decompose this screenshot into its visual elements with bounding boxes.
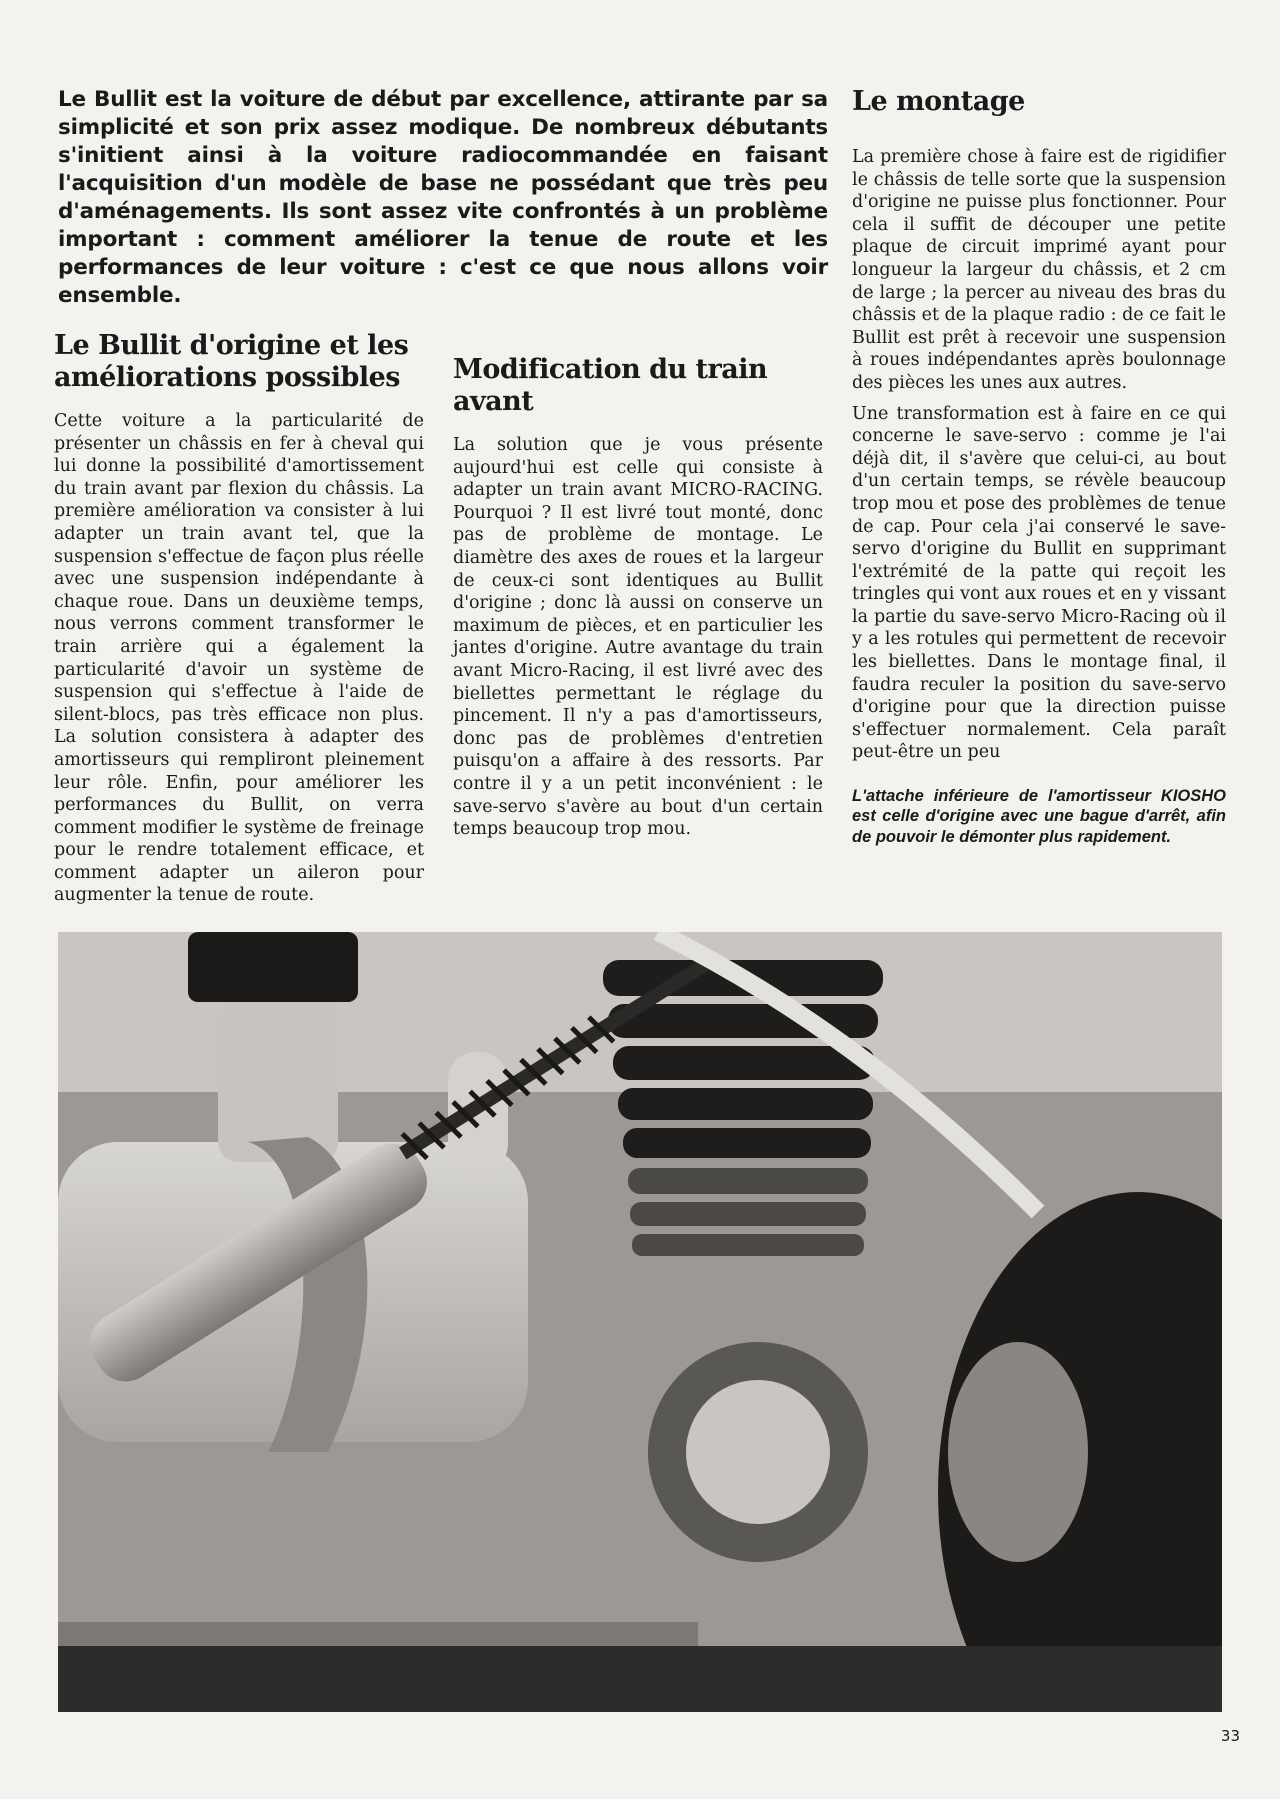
photo-caption: L'attache inférieure de l'amortisseur KIOSHO est celle d'origine avec une bague d'arrêt, afin de pouvoir le démonter plus rapidement.: [852, 787, 1226, 846]
section-heading-bullit-origine: Le Bullit d'origine et les améliorations possibles: [54, 330, 409, 393]
section-heading-modification: Modification du train avant: [453, 354, 768, 417]
page-number: 33: [1220, 1727, 1240, 1745]
section-heading-montage: Le montage: [852, 86, 1025, 117]
column-3: [852, 86, 1226, 855]
section-paragraph: Une transformation est à faire en ce qui concerne le save-servo : comme je l'ai déjà dit, il s'avère que celui-ci, au bout d'un certain temps, se révèle beaucoup trop mou et pose des problèmes de tenue de cap. Pour cela j'ai conservé le save-servo d'origine du Bullit en supprimant l'extrémité de la patte qui reçoit les tringles qui vont aux roues et en y vissant la partie du save-servo Micro-Racing où il y a les rotules qui permettent de recevoir les biellettes. Dans le montage final, il faudra reculer la position du save-servo d'origine pour que la direction puisse s'effectuer normalement. Cela paraît peut-être un peu: [852, 403, 1226, 763]
section-paragraph: La première chose à faire est de rigidifier le châssis de telle sorte que la suspension d'origine ne puisse plus fonctionner. Pour cela il suffit de découper une petite plaque de circuit imprimé ayant pour longueur la largeur du châssis, et 2 cm de large ; la percer au niveau des bras du châssis et de la plaque radio : de ce fait le Bullit est prêt à recevoir une suspension à roues indépendantes après boulonnage des pièces les unes aux autres.: [852, 147, 1226, 393]
intro-paragraph: Le Bullit est la voiture de début par excellence, attirante par sa simplicité et son prix assez modique. De nombreux débutants s'initient ainsi à la voiture radiocommandée en faisant l'acquisition d'un modèle de base ne possédant que très peu d'aménagements. Ils sont assez vite confrontés à un problème important : comment améliorer la tenue de route et les performances de leur voiture : c'est ce que nous allons voir ensemble.: [58, 87, 828, 308]
column-2: [453, 330, 823, 849]
photo-illustration: [58, 932, 1222, 1712]
photo-engine-closeup: [58, 932, 1222, 1712]
column-1: [54, 330, 424, 915]
section-paragraph: Cette voiture a la particularité de présenter un châssis en fer à cheval qui lui donne la possibilité d'amortissement du train avant par flexion du châssis. La première amélioration va consister à lui adapter un train avant tel, que la suspension s'effectue de façon plus réelle avec une suspension indépendante à chaque roue. Dans un deuxième temps, nous verrons comment transformer le train arrière qui a également la particularité d'avoir un système de suspension qui s'effectue à l'aide de silent-blocs, pas très efficace non plus. La solution consistera à adapter des amortisseurs qui rempliront pleinement leur rôle. Enfin, pour améliorer les performances du Bullit, on verra comment modifier le système de freinage pour le rendre totalement efficace, et comment adapter un aileron pour augmenter la tenue de route.: [54, 411, 424, 906]
section-paragraph: La solution que je vous présente aujourd'hui est celle qui consiste à adapter un train avant MICRO-RACING. Pourquoi ? Il est livré tout monté, donc pas de problème de montage. Le diamètre des axes de roues et la largeur de ceux-ci sont identiques au Bullit d'origine ; donc là aussi on conserve un maximum de pièces, et en particulier les jantes d'origine. Autre avantage du train avant Micro-Racing, il est livré avec des biellettes permettant le réglage du pincement. Il n'y a pas d'amortisseurs, donc pas de problèmes d'entretien puisqu'on a affaire à des ressorts. Par contre il y a un petit inconvénient : le save-servo s'avère au bout d'un certain temps beaucoup trop mou.: [453, 435, 823, 840]
